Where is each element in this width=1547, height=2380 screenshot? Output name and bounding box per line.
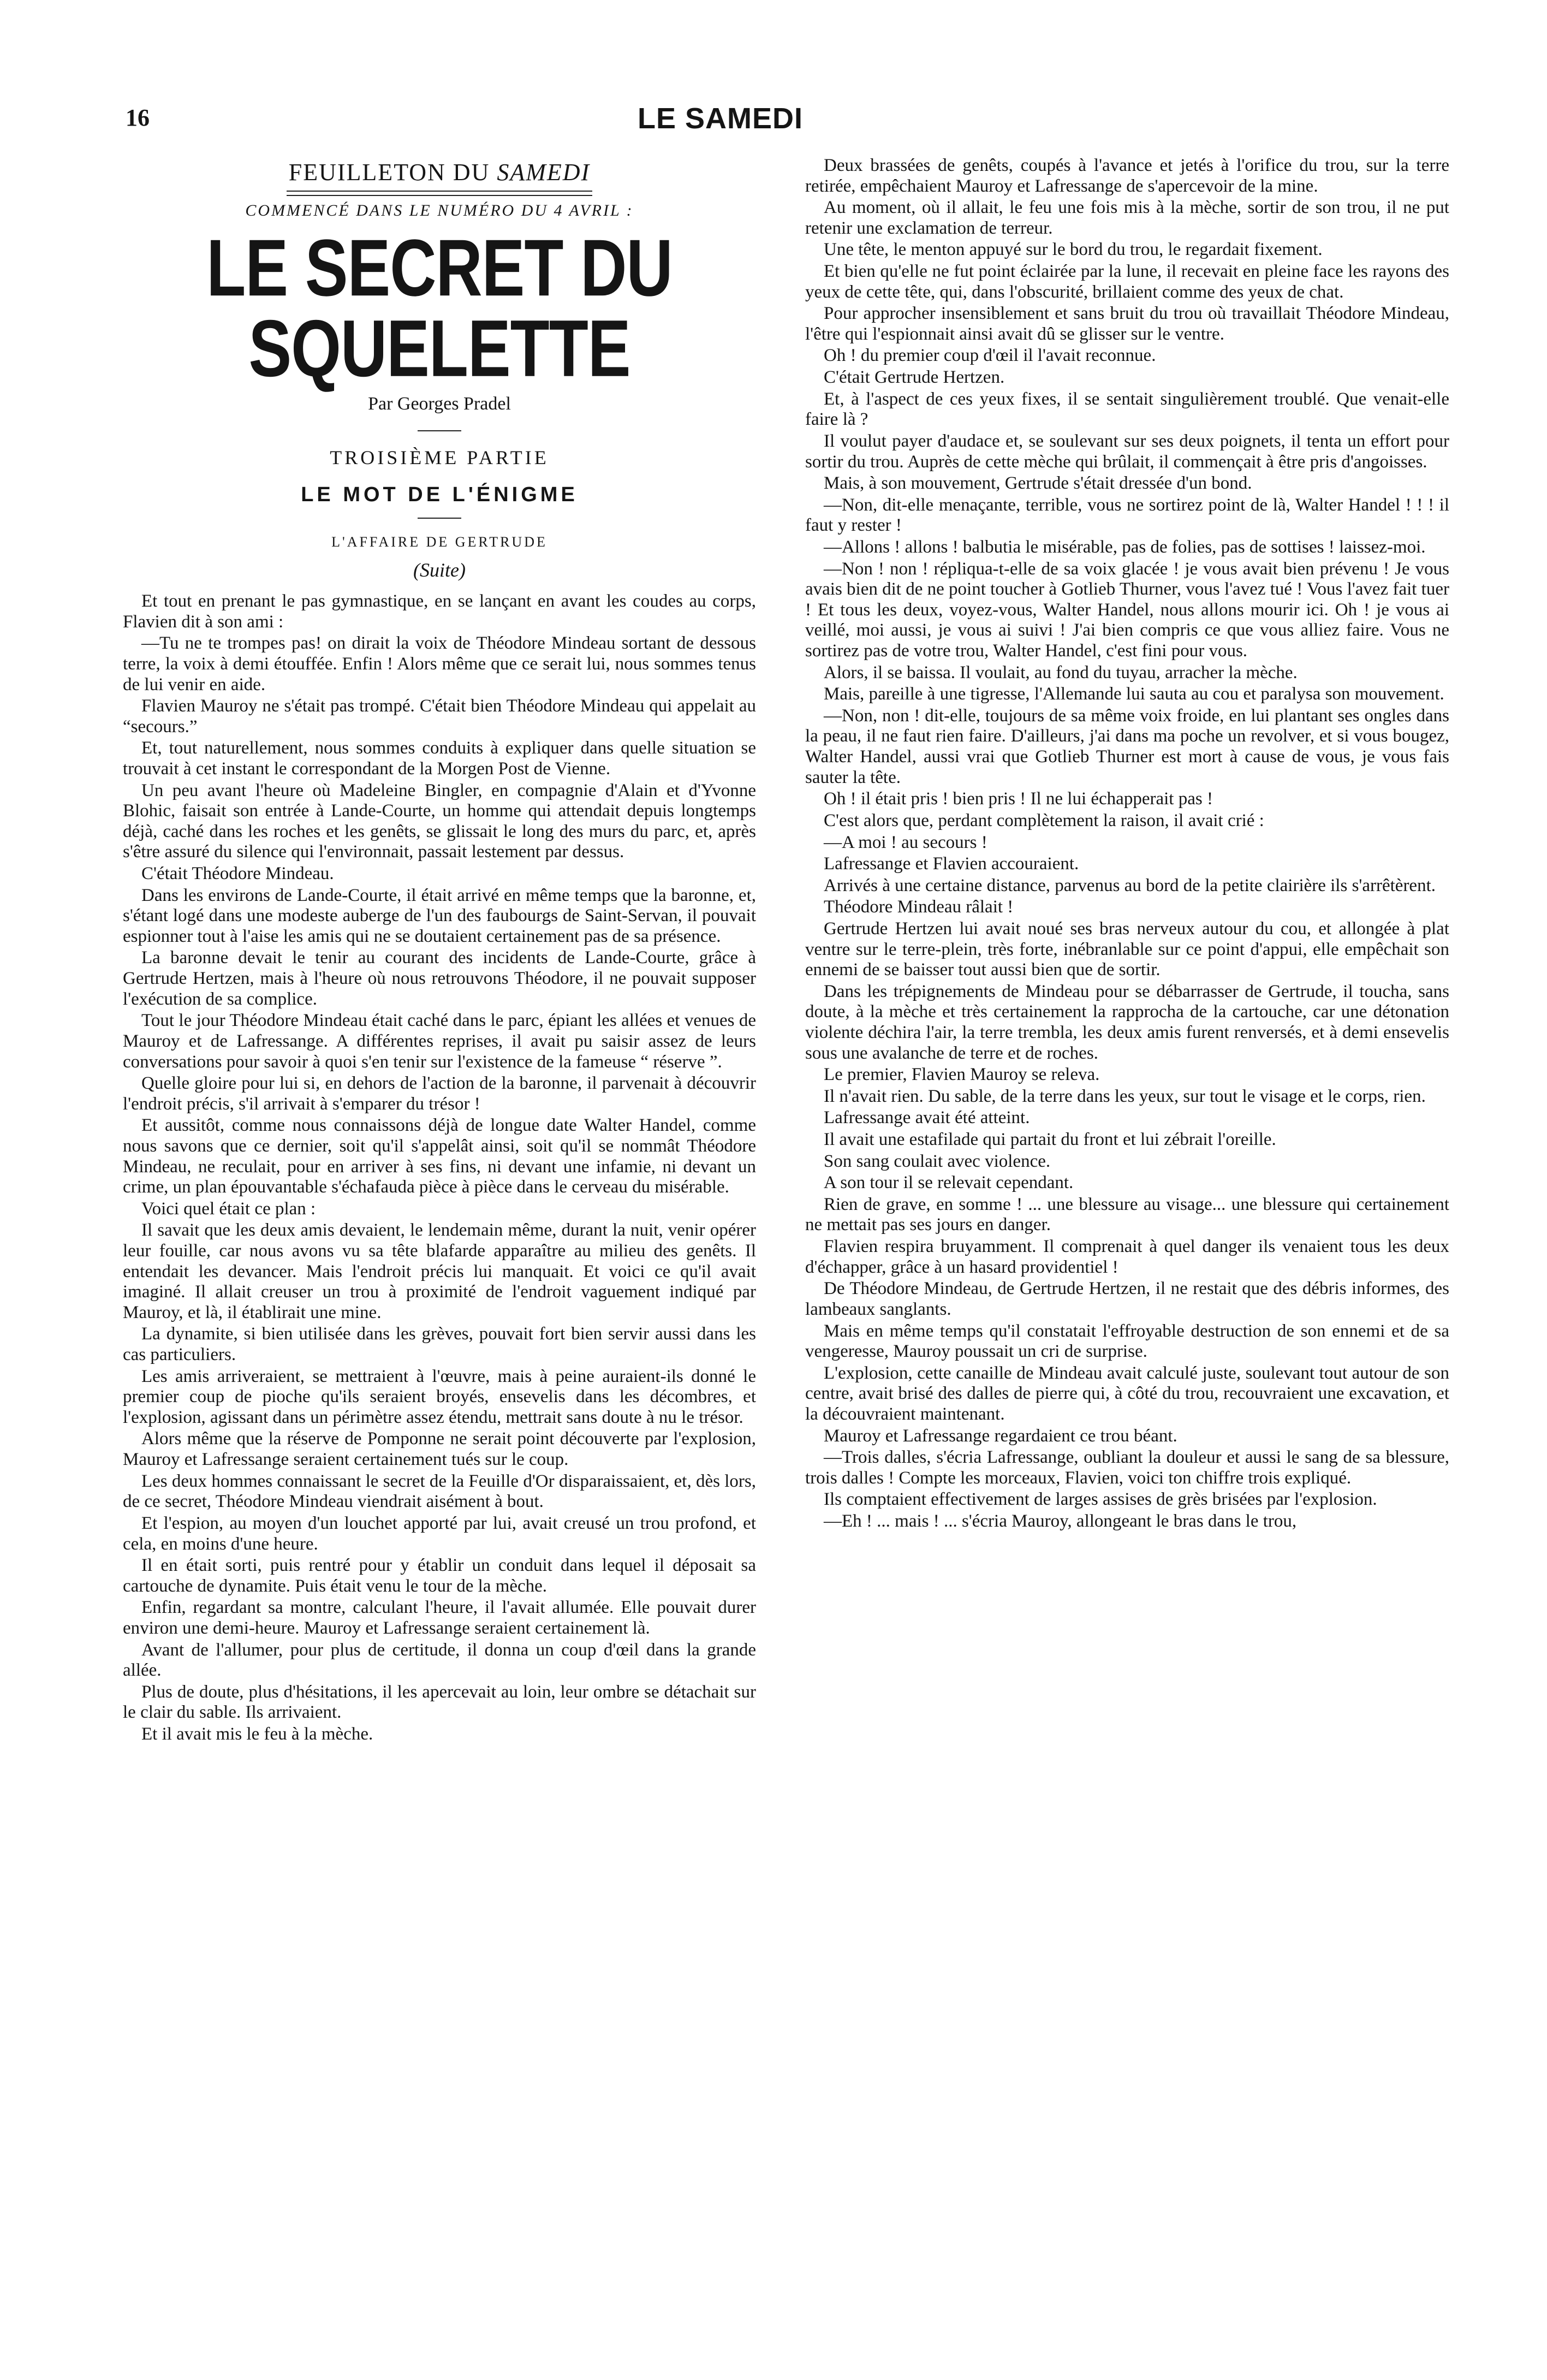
paragraph: —Tu ne te trompes pas! on dirait la voix de Théodore Mindeau sortant de dessous terre, la voix à demi étouffée. Enfin ! Alors même que ce serait lui, nous sommes tenus de lui venir en aide. bbox=[123, 633, 756, 695]
paragraph: Mais en même temps qu'il constatait l'effroyable destruction de son ennemi et de sa vengeresse, Mauroy poussait un cri de surprise. bbox=[805, 1321, 1449, 1362]
paragraph: Une tête, le menton appuyé sur le bord du trou, le regardait fixement. bbox=[824, 240, 1323, 260]
paragraph: Mais, à son mouvement, Gertrude s'était dressée d'un bond. bbox=[824, 473, 1252, 494]
paragraph: Ils comptaient effectivement de larges assises de grès brisées par l'explosion. bbox=[824, 1489, 1377, 1510]
paragraph: A son tour il se relevait cependant. bbox=[824, 1173, 1074, 1193]
right-column bbox=[805, 156, 1449, 1533]
paragraph: Et, à l'aspect de ces yeux fixes, il se sentait singulièrement troublé. Que venait-elle faire là ? bbox=[805, 389, 1449, 430]
paragraph: —Trois dalles, s'écria Lafressange, oubliant la douleur et aussi le sang de sa blessure, trois dalles ! Compte les morceaux, Flavien, voici ton chiffre trois expliqué. bbox=[805, 1447, 1449, 1488]
paragraph: La dynamite, si bien utilisée dans les grèves, pouvait fort bien servir aussi dans les cas particuliers. bbox=[123, 1324, 756, 1365]
paragraph: Avant de l'allumer, pour plus de certitude, il donna un coup d'œil dans la grande allée. bbox=[123, 1640, 756, 1681]
paragraph: Arrivés à une certaine distance, parvenus au bord de la petite clairière ils s'arrêtèrent. bbox=[824, 875, 1436, 895]
short-rule bbox=[418, 518, 461, 519]
paragraph: Oh ! il était pris ! bien pris ! Il ne lui échapperait pas ! bbox=[824, 789, 1213, 809]
paragraph: L'explosion, cette canaille de Mindeau avait calculé juste, soulevant tout autour de son centre, avait brisé des dalles de pierre qui, à côté du trou, recouvraient une excavation, et la découvraient maintenant. bbox=[805, 1363, 1449, 1424]
paragraph: —Allons ! allons ! balbutia le misérable, pas de folies, pas de sottises ! laissez-moi. bbox=[824, 537, 1426, 557]
paragraph: Théodore Mindeau râlait ! bbox=[824, 897, 1014, 917]
paragraph: Et bien qu'elle ne fut point éclairée par la lune, il recevait en pleine face les rayons des yeux de cette tête, qui, dans l'obscurité, brillaient comme des yeux de chat. bbox=[805, 262, 1449, 302]
paragraph: —Non, non ! dit-elle, toujours de sa même voix froide, en lui plantant ses ongles dans la peau, il ne faut rien faire. D'ailleurs, j'ai dans ma poche un revolver, et si vous bougez, Walter Handel, aussi vrai que Gotlieb Thurner est mort à cause de vous, je vous fais sauter la tête. bbox=[805, 705, 1449, 787]
running-head: LE SAMEDI bbox=[638, 102, 804, 135]
paragraph: —Eh ! ... mais ! ... s'écria Mauroy, allongeant le bras dans le trou, bbox=[824, 1511, 1297, 1531]
paragraph: Il en était sorti, puis rentré pour y établir un conduit dans lequel il déposait sa cartouche de dynamite. Puis était venu le tour de la mèche. bbox=[123, 1556, 756, 1596]
paragraph: C'était Théodore Mindeau. bbox=[141, 864, 334, 884]
feuilleton-label-prefix: FEUILLETON DU bbox=[288, 159, 490, 186]
paragraph: —Non, dit-elle menaçante, terrible, vous ne sortirez point de là, Walter Handel ! ! ! il faut y rester ! bbox=[805, 495, 1449, 536]
paragraph: Gertrude Hertzen lui avait noué ses bras nerveux autour du cou, et allongée à plat ventre sur le terre-plein, très forte, inébranlable sur ce point d'appui, elle empêchait son ennemi de se baisser tout aussi bien que de sortir. bbox=[805, 918, 1449, 980]
paragraph: La baronne devait le tenir au courant des incidents de Lande-Courte, grâce à Gertrude Hertzen, mais à l'heure où nous retrouvons Théodore, il ne pouvait supposer l'exécution de sa complice. bbox=[123, 948, 756, 1009]
paragraph: Pour approcher insensiblement et sans bruit du trou où travaillait Théodore Mindeau, l'être qui l'espionnait ainsi avait dû se glisser sur le ventre. bbox=[805, 304, 1449, 344]
paragraph: —A moi ! au secours ! bbox=[824, 832, 987, 852]
commence-note: COMMENCÉ DANS LE NUMÉRO DU 4 AVRIL : bbox=[245, 201, 634, 220]
serial-title: LE SECRET DU SQUELETTE bbox=[206, 223, 673, 394]
right-body-text bbox=[805, 156, 1449, 1532]
paragraph: Il savait que les deux amis devaient, le lendemain même, durant la nuit, venir opérer leur fouille, car nous avons vu sa tête blafarde apparaître au milieu des genêts. Il entendait les devancer. Mais l'endroit précis lui manquait. Et voici ce qu'il avait imaginé. Il allait creuser un trou à proximité de l'endroit vaguement indiqué par Mauroy, et là, il établirait une mine. bbox=[123, 1220, 756, 1322]
feuilleton-label bbox=[123, 159, 756, 186]
left-body-text bbox=[123, 591, 756, 1745]
paragraph: Dans les environs de Lande-Courte, il était arrivé en même temps que la baronne, et, s'étant logé dans une modeste auberge de l'un des faubourgs de Saint-Servan, il pouvait espionner tout à l'aise les amis qui ne se doutaient certainement pas de sa présence. bbox=[123, 885, 756, 946]
paragraph: Les deux hommes connaissant le secret de la Feuille d'Or disparaissaient, et, dès lors, de ce secret, Théodore Mindeau viendrait aisément à bout. bbox=[123, 1471, 756, 1512]
paragraph: Et tout en prenant le pas gymnastique, en se lançant en avant les coudes au corps, Flavien dit à son ami : bbox=[123, 591, 756, 632]
part-title: LE MOT DE L'ÉNIGME bbox=[301, 483, 578, 507]
paragraph: Lafressange avait été atteint. bbox=[824, 1108, 1030, 1128]
paragraph: Et l'espion, au moyen d'un louchet apporté par lui, avait creusé un trou profond, et cela, en moins d'une heure. bbox=[123, 1513, 756, 1554]
paragraph: Lafressange et Flavien accouraient. bbox=[824, 854, 1079, 874]
paragraph: C'était Gertrude Hertzen. bbox=[824, 367, 1005, 388]
paragraph: Il avait une estafilade qui partait du front et lui zébrait l'oreille. bbox=[824, 1130, 1276, 1150]
suite-label: (Suite) bbox=[413, 559, 466, 581]
paragraph: Enfin, regardant sa montre, calculant l'heure, il l'avait allumée. Elle pouvait durer environ une demi-heure. Mauroy et Lafressange seraient certainement là. bbox=[123, 1598, 756, 1638]
paragraph: Son sang coulait avec violence. bbox=[824, 1151, 1051, 1171]
paragraph: Voici quel était ce plan : bbox=[141, 1198, 316, 1219]
paragraph: Flavien Mauroy ne s'était pas trompé. C'était bien Théodore Mindeau qui appelait au “secours.” bbox=[123, 696, 756, 737]
paragraph: Un peu avant l'heure où Madeleine Bingler, en compagnie d'Alain et d'Yvonne Blohic, faisait son entrée à Lande-Courte, un homme qui attendait depuis longtemps déjà, caché dans les roches et les genêts, se glissait le long des murs du parc, et, après s'être assuré du silence qui l'environnait, passait lestement par dessus. bbox=[123, 780, 756, 862]
paragraph: Et il avait mis le feu à la mèche. bbox=[141, 1724, 373, 1744]
paragraph: Plus de doute, plus d'hésitations, il les apercevait au loin, leur ombre se détachait sur le clair du sable. Ils arrivaient. bbox=[123, 1682, 756, 1723]
short-rule bbox=[418, 430, 461, 431]
paragraph: Au moment, où il allait, le feu une fois mis à la mèche, sortir de son trou, il ne put retenir une exclamation de terreur. bbox=[805, 198, 1449, 238]
paragraph: Mauroy et Lafressange regardaient ce trou béant. bbox=[824, 1426, 1177, 1446]
paragraph: Tout le jour Théodore Mindeau était caché dans le parc, épiant les allées et venues de Mauroy et de Lafressange. A différentes reprises, il avait pu saisir assez de leurs conversations pour savoir à quoi s'en tenir sur l'existence de la fameuse “ réserve ”. bbox=[123, 1011, 756, 1072]
paragraph: Quelle gloire pour lui si, en dehors de l'action de la baronne, il parvenait à découvrir l'endroit précis, s'il arrivait à s'emparer du trésor ! bbox=[123, 1073, 756, 1114]
paragraph: Il voulut payer d'audace et, se soulevant sur ses deux poignets, il tenta un effort pour sortir du trou. Auprès de cette mèche qui brûlait, il commençait à être pris d'angoisses. bbox=[805, 431, 1449, 472]
paragraph: —Non ! non ! répliqua-t-elle de sa voix glacée ! je vous avait bien prévenu ! Je vous avais bien dit de ne point toucher à Gotlieb Thurner, vous l'avez tué ! Vous l'avez fait tuer ! Et tous les deux, voyez-vous, Walter Handel, nous allons mourir ici. Oh ! je vous ai veillé, moi aussi, je vous ai suivi ! J'ai bien compris ce que vous alliez faire. Vous ne sortirez pas de votre trou, Walter Handel, c'est fini pour vous. bbox=[805, 559, 1449, 661]
double-rule bbox=[287, 191, 592, 196]
author-line: Par Georges Pradel bbox=[368, 394, 511, 414]
chapter-heading: L'AFFAIRE DE GERTRUDE bbox=[331, 534, 548, 550]
paragraph: Alors, il se baissa. Il voulait, au fond du tuyau, arracher la mèche. bbox=[824, 662, 1298, 682]
paragraph: Dans les trépignements de Mindeau pour se débarrasser de Gertrude, il toucha, sans doute, à la mèche et très certainement la rapprocha de la cartouche, car une détonation violente déchira l'air, la terre trembla, les deux amis furent renversés, et à demi ensevelis sous une avalanche de terre et de roches. bbox=[805, 981, 1449, 1063]
left-column bbox=[123, 156, 756, 1746]
feuilleton-label-title: SAMEDI bbox=[497, 159, 591, 186]
paragraph: Flavien respira bruyamment. Il comprenait à quel danger ils venaient tous les deux d'échapper, grâce à un hasard providentiel ! bbox=[805, 1237, 1449, 1277]
paragraph: Il n'avait rien. Du sable, de la terre dans les yeux, sur tout le visage et le corps, rien. bbox=[824, 1086, 1426, 1106]
paragraph: Alors même que la réserve de Pomponne ne serait point découverte par l'explosion, Mauroy et Lafressange seraient certainement tués sur le coup. bbox=[123, 1429, 756, 1470]
paragraph: Et aussitôt, comme nous connaissons déjà de longue date Walter Handel, comme nous savons que ce dernier, soit qu'il s'appelât ainsi, soit qu'il se nommât Théodore Mindeau, ne reculait, pour en arriver à ses fins, ni devant une infamie, ni devant un crime, un plan épouvantable s'échafauda pièce à pièce dans le cerveau du misérable. bbox=[123, 1115, 756, 1197]
part-heading: TROISIÈME PARTIE bbox=[330, 447, 549, 469]
paragraph: Rien de grave, en somme ! ... une blessure au visage... une blessure qui certainement ne mettait pas ses jours en danger. bbox=[805, 1194, 1449, 1235]
paragraph: Oh ! du premier coup d'œil il l'avait reconnue. bbox=[824, 346, 1156, 366]
paragraph: Deux brassées de genêts, coupés à l'avance et jetés à l'orifice du trou, sur la terre retirée, empêchaient Mauroy et Lafressange de s'apercevoir de la mine. bbox=[805, 156, 1449, 196]
paragraph: Le premier, Flavien Mauroy se releva. bbox=[824, 1065, 1100, 1085]
page-number: 16 bbox=[126, 104, 150, 131]
paragraph: C'est alors que, perdant complètement la raison, il avait crié : bbox=[824, 810, 1264, 830]
paragraph: De Théodore Mindeau, de Gertrude Hertzen, il ne restait que des débris informes, des lambeaux sanglants. bbox=[805, 1279, 1449, 1319]
paragraph: Et, tout naturellement, nous sommes conduits à expliquer dans quelle situation se trouvait à cet instant le correspondant de la Morgen Post de Vienne. bbox=[123, 738, 756, 779]
paragraph: Les amis arriveraient, se mettraient à l'œuvre, mais à peine auraient-ils donné le premier coup de pioche qu'ils seraient broyés, ensevelis dans les décombres, et l'explosion, agissant dans un périmètre assez étendu, mettrait sans doute à nu le trésor. bbox=[123, 1366, 756, 1427]
paragraph: Mais, pareille à une tigresse, l'Allemande lui sauta au cou et paralysa son mouvement. bbox=[824, 684, 1444, 704]
